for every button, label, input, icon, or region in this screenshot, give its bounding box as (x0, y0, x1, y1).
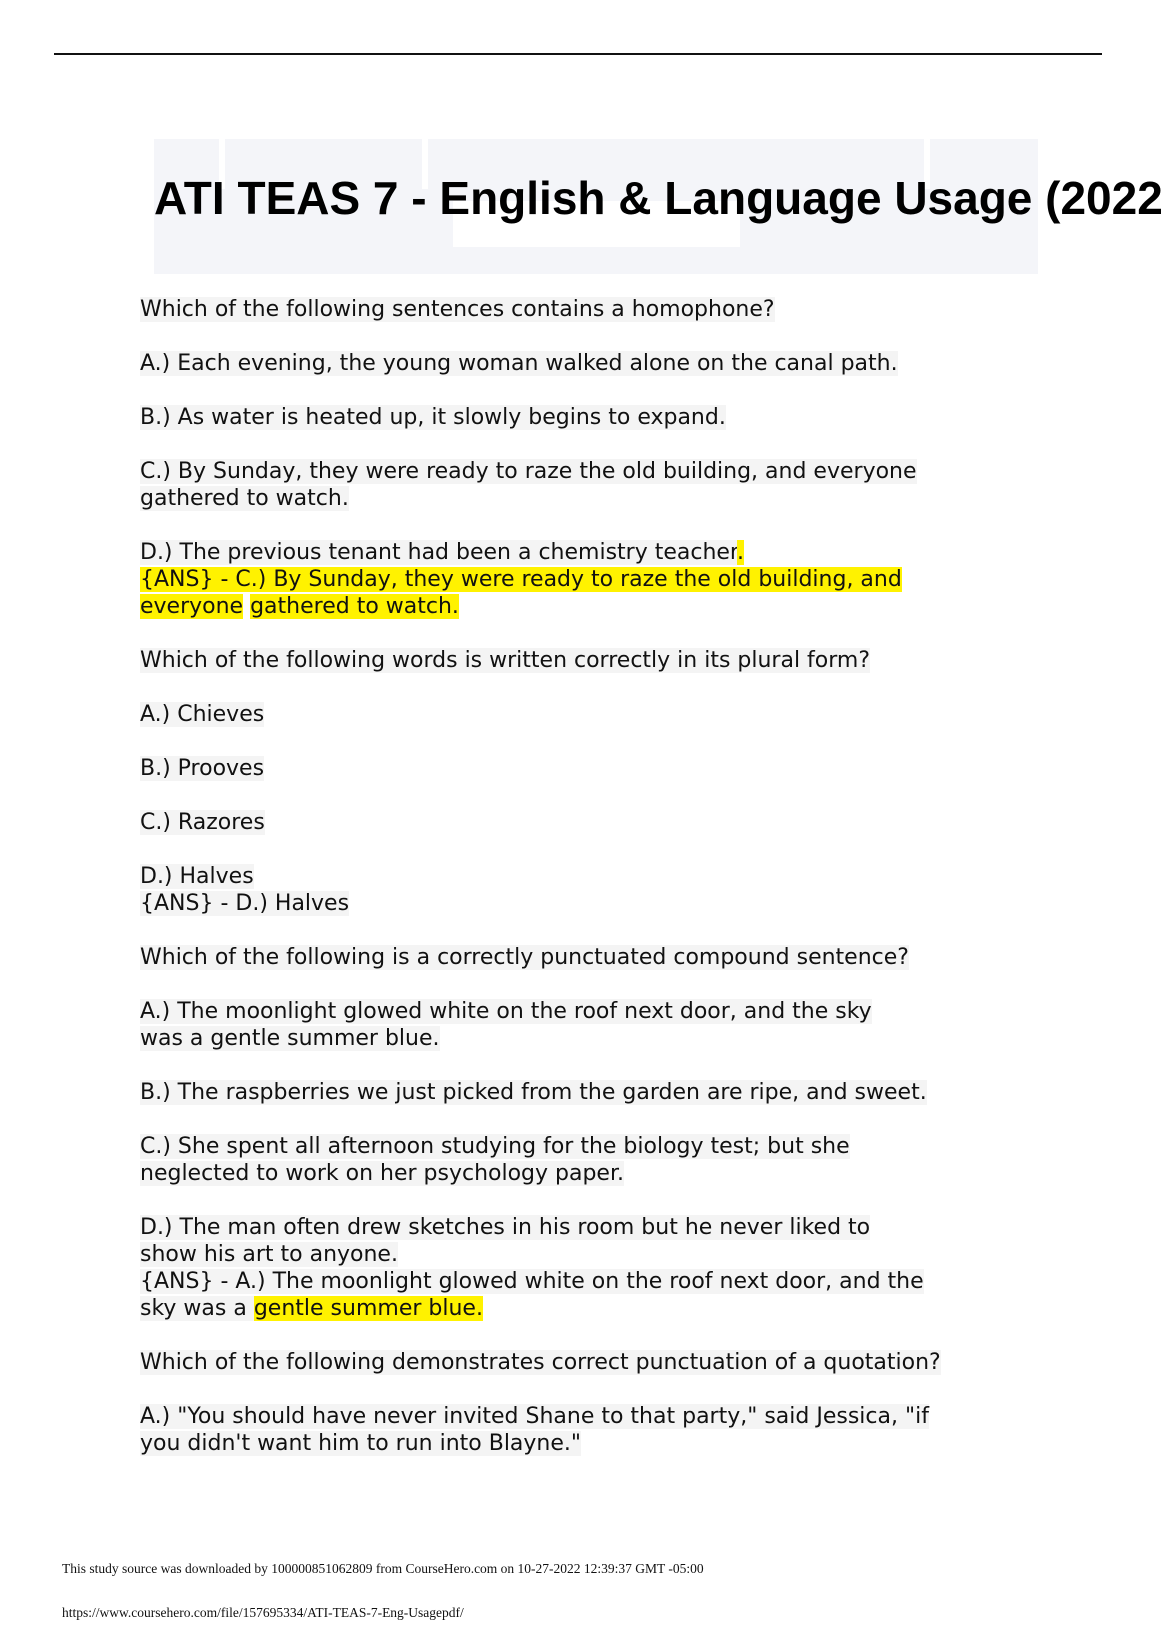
title-block (154, 139, 1163, 274)
answer-option (140, 1079, 1040, 1106)
question-2-option-a: A.) Chieves (140, 702, 265, 727)
question-3-option-a-line-2: was a gentle summer blue. (140, 1026, 440, 1051)
question-3-option-b: B.) The raspberries we just picked from the garden are ripe, and sweet. (140, 1080, 927, 1105)
answer-option (140, 404, 1040, 431)
question-2-option-b: B.) Prooves (140, 756, 265, 781)
answer-option (140, 755, 1040, 782)
question-1-option-d: D.) The previous tenant had been a chemistry teacher (140, 540, 737, 565)
question-2-answer: {ANS} - D.) Halves (140, 891, 350, 916)
question-3-answer-line-1: {ANS} - A.) The moonlight glowed white on the roof next door, and the (140, 1269, 924, 1294)
question-3-option-d-line-1: D.) The man often drew sketches in his room but he never liked to (140, 1215, 871, 1240)
answer-option (140, 1133, 1040, 1187)
answer-option-with-key (140, 863, 1040, 917)
question-2-option-c: C.) Razores (140, 810, 265, 835)
question-3-prompt: Which of the following is a correctly punctuated compound sentence? (140, 945, 909, 970)
question-prompt (140, 296, 1040, 323)
question-3-answer-line-2: sky was a (140, 1296, 254, 1321)
source-url[interactable]: https://www.coursehero.com/file/157695334/ATI-TEAS-7-Eng-Usagepdf/ (62, 1605, 464, 1620)
question-1-option-c-line-1: C.) By Sunday, they were ready to raze the old building, and everyone (140, 459, 917, 484)
question-3-answer-highlight: gentle summer blue. (253, 1296, 483, 1321)
question-4-option-a-line-1: A.) "You should have never invited Shane to that party," said Jessica, "if (140, 1404, 929, 1429)
question-2-prompt: Which of the following words is written correctly in its plural form? (140, 648, 871, 673)
answer-option (140, 1403, 1040, 1457)
header-rule (54, 53, 1102, 55)
answer-option (140, 998, 1040, 1052)
answer-option (140, 809, 1040, 836)
question-prompt (140, 1349, 1040, 1376)
highlight-mark: . (736, 540, 744, 565)
question-1-option-c-line-2: gathered to watch. (140, 486, 349, 511)
answer-option-with-key (140, 539, 1040, 620)
question-prompt (140, 944, 1040, 971)
answer-option (140, 350, 1040, 377)
question-4-prompt: Which of the following demonstrates correct punctuation of a quotation? (140, 1350, 941, 1375)
question-3-option-c-line-1: C.) She spent all afternoon studying for the biology test; but she (140, 1134, 850, 1159)
question-3-option-d-line-2: show his art to anyone. (140, 1242, 398, 1267)
question-4-option-a-line-2: you didn't want him to run into Blayne." (140, 1431, 582, 1456)
question-1-answer-line-1: {ANS} - C.) By Sunday, they were ready to raze the old building, and (140, 567, 902, 592)
document-title: ATI TEAS 7 - English & Language Usage (2022 (154, 171, 1163, 224)
question-2-option-d: D.) Halves (140, 864, 254, 889)
question-1-answer-line-2a: everyone (140, 594, 244, 619)
question-1-option-b: B.) As water is heated up, it slowly begins to expand. (140, 405, 726, 430)
question-3-option-c-line-2: neglected to work on her psychology paper. (140, 1161, 624, 1186)
answer-option (140, 458, 1040, 512)
answer-option-with-key (140, 1214, 1040, 1322)
question-list (140, 296, 1040, 1457)
answer-option (140, 701, 1040, 728)
download-source-notice: This study source was downloaded by 100000851062809 from CourseHero.com on 10-27-2022 12:39:37 GMT -05:00 (62, 1561, 704, 1576)
question-1-prompt: Which of the following sentences contains a homophone? (140, 297, 775, 322)
question-1-answer-line-2b: gathered to watch. (250, 594, 459, 619)
question-1-option-a: A.) Each evening, the young woman walked alone on the canal path. (140, 351, 898, 376)
question-prompt (140, 647, 1040, 674)
question-3-option-a-line-1: A.) The moonlight glowed white on the roof next door, and the sky (140, 999, 872, 1024)
